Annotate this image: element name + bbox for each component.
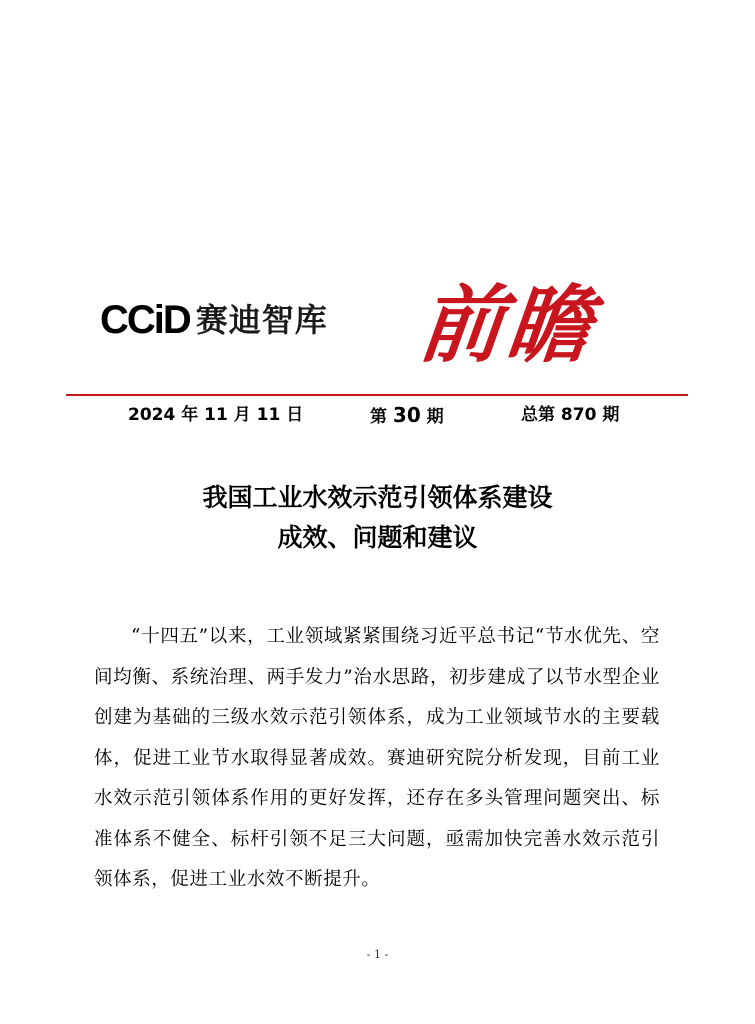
issue-line (0, 402, 755, 428)
issue-number-suffix: 期 (420, 407, 444, 427)
page-number: - 1 - (366, 948, 389, 961)
masthead-divider (66, 394, 688, 396)
issue-date: 2024 年 11 月 11 日 (128, 405, 304, 425)
issue-number-value: 30 (392, 403, 421, 427)
logo-chinese-text: 赛迪智库 (195, 301, 328, 339)
ccid-logo (100, 300, 328, 340)
masthead (100, 258, 660, 378)
article-title-line2: 成效、问题和建议 (277, 523, 478, 552)
logo-ccid-text: CCiD (100, 298, 190, 342)
issue-number-prefix: 第 (370, 407, 393, 427)
article-title-line1: 我国工业水效示范引领体系建设 (202, 483, 553, 512)
issue-total: 总第 870 期 (521, 405, 620, 425)
article-title (0, 478, 755, 558)
publication-calligraphy-title: 前瞻 (414, 274, 601, 374)
body-paragraph: “十四五”以来，工业领域紧紧围绕习近平总书记“节水优先、空间均衡、系统治理、两手发力”治水思路，初步建成了以节水型企业创建为基础的三级水效示范引领体系，成为工业领域节水的主要载体，促进工业节水取得显著成效。赛迪研究院分析发现，目前工业水效示范引领体系作用的更好发挥，还存在多头管理问题突出、标准体系不健全、标杆引领不足三大问题，亟需加快完善水效示范引领体系，促进工业水效不断提升。 (94, 626, 660, 890)
issue-number (370, 402, 444, 430)
